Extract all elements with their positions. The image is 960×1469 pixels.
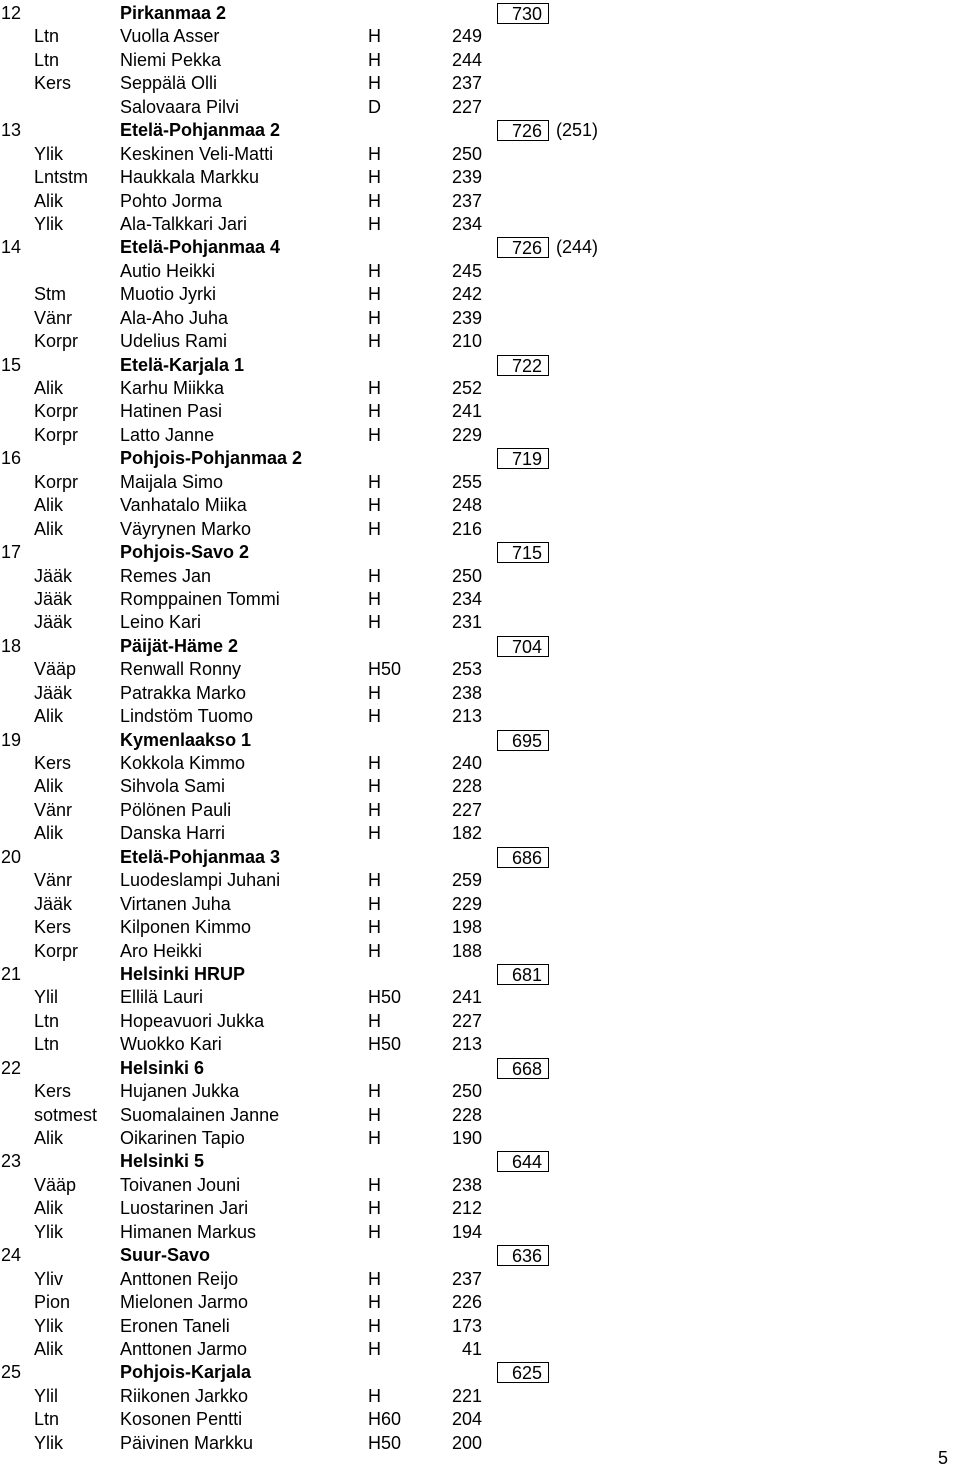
shooter-score: 259 xyxy=(451,870,482,891)
shooter-class: H xyxy=(368,776,381,797)
military-rank: Jääk xyxy=(34,565,73,586)
military-rank: Jääk xyxy=(34,893,73,914)
team-total: 668 xyxy=(497,1058,549,1079)
shooter-class: H xyxy=(368,1010,381,1031)
member-row xyxy=(0,1291,960,1314)
shooter-score: 250 xyxy=(451,143,482,164)
shooter-name: Autio Heikki xyxy=(120,260,216,281)
shooter-score: 241 xyxy=(451,987,482,1008)
military-rank: Kers xyxy=(34,917,72,938)
shooter-score: 227 xyxy=(451,799,482,820)
military-rank: Jääk xyxy=(34,612,73,633)
shooter-score: 213 xyxy=(451,706,482,727)
member-row xyxy=(0,1080,960,1103)
military-rank: Vänr xyxy=(34,870,73,891)
page-number: 5 xyxy=(938,1448,949,1468)
team-name: Helsinki 5 xyxy=(120,1151,205,1172)
military-rank: Korpr xyxy=(34,424,79,445)
team-name: Helsinki 6 xyxy=(120,1057,205,1078)
shooter-name: Suomalainen Janne xyxy=(120,1104,280,1125)
military-rank: Vänr xyxy=(34,307,73,328)
member-row xyxy=(0,1033,960,1056)
shooter-name: Latto Janne xyxy=(120,424,215,445)
shooter-name: Niemi Pekka xyxy=(120,49,222,70)
shooter-name: Toivanen Jouni xyxy=(120,1174,241,1195)
member-row xyxy=(0,940,960,963)
shooter-score: 238 xyxy=(451,682,482,703)
military-rank: Kers xyxy=(34,753,72,773)
team-total: 730 xyxy=(497,3,549,24)
team-row xyxy=(0,635,960,658)
shooter-name: Vanhatalo Miika xyxy=(120,495,247,516)
shooter-class: H xyxy=(368,401,381,422)
shooter-score: 229 xyxy=(451,893,482,914)
member-row xyxy=(0,682,960,705)
shooter-class: H xyxy=(368,753,381,773)
member-row xyxy=(0,611,960,634)
military-rank: Korpr xyxy=(34,331,79,352)
shooter-class: H xyxy=(368,1315,381,1336)
shooter-class: H xyxy=(368,331,381,352)
shooter-name: Maijala Simo xyxy=(120,471,224,492)
shooter-class: H xyxy=(368,143,381,164)
shooter-class: H xyxy=(368,1198,381,1219)
shooter-score: 252 xyxy=(451,378,482,398)
shooter-class: H xyxy=(368,1128,381,1148)
member-row xyxy=(0,588,960,611)
member-row xyxy=(0,1104,960,1127)
team-total: 722 xyxy=(497,355,549,376)
team-row xyxy=(0,1150,960,1173)
shooter-score: 245 xyxy=(451,260,482,281)
shooter-name: Mielonen Jarmo xyxy=(120,1292,249,1313)
team-name: Helsinki HRUP xyxy=(120,963,246,984)
shooter-name: Muotio Jyrki xyxy=(120,284,217,305)
shooter-score: 239 xyxy=(451,167,482,188)
tiebreak-score: (244) xyxy=(556,237,599,258)
shooter-class: H xyxy=(368,424,381,445)
shooter-name: Oikarinen Tapio xyxy=(120,1128,245,1148)
shooter-class: H50 xyxy=(368,987,402,1008)
shooter-score: 249 xyxy=(451,26,482,47)
shooter-score: 234 xyxy=(451,588,482,609)
shooter-name: Salovaara Pilvi xyxy=(120,96,240,117)
shooter-score: 190 xyxy=(451,1128,482,1148)
shooter-name: Anttonen Reijo xyxy=(120,1268,239,1289)
shooter-score: 234 xyxy=(451,213,482,234)
shooter-class: H xyxy=(368,1174,381,1195)
team-total: 636 xyxy=(497,1245,549,1266)
shooter-class: H xyxy=(368,1221,381,1242)
team-row xyxy=(0,541,960,564)
shooter-score: 210 xyxy=(451,331,482,352)
shooter-score: 226 xyxy=(451,1292,482,1313)
military-rank: Lntstm xyxy=(34,167,89,188)
member-row xyxy=(0,330,960,353)
shooter-class: H xyxy=(368,260,381,281)
team-position: 19 xyxy=(1,729,22,750)
shooter-class: H xyxy=(368,49,381,70)
team-position: 18 xyxy=(1,635,22,656)
shooter-class: H50 xyxy=(368,1432,402,1453)
team-position: 24 xyxy=(1,1245,22,1266)
shooter-class: H xyxy=(368,26,381,47)
military-rank: Alik xyxy=(34,823,64,844)
military-rank: Ylik xyxy=(34,1432,64,1453)
team-position: 22 xyxy=(1,1057,22,1078)
member-row xyxy=(0,1010,960,1033)
shooter-name: Pölönen Pauli xyxy=(120,799,232,820)
shooter-name: Seppälä Olli xyxy=(120,73,218,94)
military-rank: Kers xyxy=(34,1081,72,1102)
military-rank: Ltn xyxy=(34,49,60,70)
team-row xyxy=(0,1057,960,1080)
military-rank: Ylik xyxy=(34,213,64,234)
shooter-score: 250 xyxy=(451,565,482,586)
member-row xyxy=(0,775,960,798)
shooter-class: H xyxy=(368,565,381,586)
shooter-name: Lindstöm Tuomo xyxy=(120,706,254,727)
shooter-class: H xyxy=(368,213,381,234)
military-rank: Ylik xyxy=(34,143,64,164)
shooter-score: 255 xyxy=(451,471,482,492)
military-rank: Korpr xyxy=(34,940,79,961)
shooter-score: 228 xyxy=(451,1104,482,1125)
member-row xyxy=(0,49,960,72)
military-rank: Stm xyxy=(34,284,67,305)
military-rank: Vänr xyxy=(34,799,73,820)
member-row xyxy=(0,307,960,330)
military-rank: Kers xyxy=(34,73,72,94)
shooter-score: 194 xyxy=(451,1221,482,1242)
shooter-name: Pohto Jorma xyxy=(120,190,223,211)
member-row xyxy=(0,494,960,517)
shooter-name: Aro Heikki xyxy=(120,940,203,961)
team-row xyxy=(0,846,960,869)
military-rank: Ltn xyxy=(34,1010,60,1031)
member-row xyxy=(0,869,960,892)
team-row xyxy=(0,236,960,259)
member-row xyxy=(0,424,960,447)
member-row xyxy=(0,705,960,728)
team-total: 719 xyxy=(497,448,549,469)
shooter-name: Ala-Aho Juha xyxy=(120,307,229,328)
shooter-score: 237 xyxy=(451,190,482,211)
shooter-class: H xyxy=(368,917,381,938)
military-rank: Alik xyxy=(34,190,64,211)
military-rank: Alik xyxy=(34,518,64,539)
member-row xyxy=(0,213,960,236)
shooter-class: H xyxy=(368,588,381,609)
shooter-name: Luostarinen Jari xyxy=(120,1198,249,1219)
shooter-name: Wuokko Kari xyxy=(120,1034,222,1055)
team-row xyxy=(0,963,960,986)
member-row xyxy=(0,25,960,48)
shooter-score: 216 xyxy=(451,518,482,539)
team-total: 704 xyxy=(497,636,549,657)
team-position: 15 xyxy=(1,354,22,375)
team-position: 23 xyxy=(1,1151,22,1172)
shooter-class: H xyxy=(368,682,381,703)
shooter-name: Romppainen Tommi xyxy=(120,588,280,609)
team-total: 644 xyxy=(497,1151,549,1172)
shooter-class: H xyxy=(368,167,381,188)
member-row xyxy=(0,96,960,119)
team-row xyxy=(0,2,960,25)
team-total: 726 xyxy=(497,237,549,258)
team-position: 25 xyxy=(1,1362,22,1383)
team-position: 13 xyxy=(1,120,22,141)
shooter-name: Remes Jan xyxy=(120,565,212,586)
shooter-score: 237 xyxy=(451,1268,482,1289)
member-row xyxy=(0,916,960,939)
team-position: 21 xyxy=(1,963,22,984)
shooter-name: Keskinen Veli-Matti xyxy=(120,143,274,164)
military-rank: Korpr xyxy=(34,471,79,492)
shooter-name: Anttonen Jarmo xyxy=(120,1338,248,1359)
team-name: Pirkanmaa 2 xyxy=(120,3,227,23)
member-row xyxy=(0,986,960,1009)
team-position: 14 xyxy=(1,237,22,258)
team-name: Etelä-Karjala 1 xyxy=(120,354,245,375)
shooter-name: Sihvola Sami xyxy=(120,776,226,797)
shooter-score: 238 xyxy=(451,1174,482,1195)
military-rank: Alik xyxy=(34,706,64,727)
military-rank: Alik xyxy=(34,1338,64,1359)
team-position: 17 xyxy=(1,542,22,563)
military-rank: Alik xyxy=(34,495,64,516)
shooter-name: Hopeavuori Jukka xyxy=(120,1010,265,1031)
team-name: Etelä-Pohjanmaa 3 xyxy=(120,846,281,867)
shooter-name: Leino Kari xyxy=(120,612,202,633)
member-row xyxy=(0,893,960,916)
member-row xyxy=(0,377,960,400)
shooter-name: Patrakka Marko xyxy=(120,682,247,703)
shooter-class: H xyxy=(368,706,381,727)
shooter-name: Riikonen Jarkko xyxy=(120,1385,249,1406)
military-rank: Ylil xyxy=(34,987,59,1008)
shooter-name: Karhu Miikka xyxy=(120,378,225,398)
shooter-class: H xyxy=(368,190,381,211)
military-rank: Alik xyxy=(34,1128,64,1148)
shooter-name: Eronen Taneli xyxy=(120,1315,230,1336)
member-row xyxy=(0,1315,960,1338)
military-rank: Jääk xyxy=(34,682,73,703)
team-name: Päijät-Häme 2 xyxy=(120,635,239,656)
shooter-score: 228 xyxy=(451,776,482,797)
member-row xyxy=(0,283,960,306)
shooter-score: 248 xyxy=(451,495,482,516)
team-position: 16 xyxy=(1,448,22,469)
team-name: Kymenlaakso 1 xyxy=(120,729,252,750)
shooter-class: H xyxy=(368,823,381,844)
shooter-class: H xyxy=(368,495,381,516)
team-name: Etelä-Pohjanmaa 4 xyxy=(120,237,281,258)
shooter-class: H50 xyxy=(368,1034,402,1055)
team-name: Suur-Savo xyxy=(120,1245,211,1266)
shooter-score: 242 xyxy=(451,284,482,305)
shooter-score: 204 xyxy=(451,1409,482,1430)
team-total: 681 xyxy=(497,964,549,985)
shooter-score: 173 xyxy=(451,1315,482,1336)
team-total: 715 xyxy=(497,542,549,563)
shooter-score: 221 xyxy=(451,1385,482,1406)
shooter-class: H xyxy=(368,612,381,633)
shooter-class: H50 xyxy=(368,659,402,680)
shooter-class: H xyxy=(368,1292,381,1313)
member-row xyxy=(0,1127,960,1150)
shooter-name: Vuolla Asser xyxy=(120,26,220,47)
team-row xyxy=(0,354,960,377)
team-total: 726 xyxy=(497,120,549,141)
shooter-name: Udelius Rami xyxy=(120,331,228,352)
member-row xyxy=(0,400,960,423)
member-row xyxy=(0,1174,960,1197)
team-name: Pohjois-Savo 2 xyxy=(120,542,250,563)
shooter-class: H xyxy=(368,1338,381,1359)
shooter-class: H xyxy=(368,1385,381,1406)
shooter-name: Kokkola Kimmo xyxy=(120,753,246,773)
shooter-name: Hatinen Pasi xyxy=(120,401,223,422)
member-row xyxy=(0,1197,960,1220)
military-rank: Ylik xyxy=(34,1315,64,1336)
team-total: 695 xyxy=(497,730,549,751)
military-rank: Ltn xyxy=(34,26,60,47)
tiebreak-score: (251) xyxy=(556,120,599,141)
shooter-class: H xyxy=(368,471,381,492)
member-row xyxy=(0,1408,960,1431)
member-row xyxy=(0,72,960,95)
shooter-name: Haukkala Markku xyxy=(120,167,260,188)
military-rank: Ltn xyxy=(34,1409,60,1430)
member-row xyxy=(0,260,960,283)
member-row xyxy=(0,1268,960,1291)
shooter-class: H xyxy=(368,378,381,398)
member-row xyxy=(0,799,960,822)
military-rank: Jääk xyxy=(34,588,73,609)
shooter-score: 241 xyxy=(451,401,482,422)
shooter-class: H xyxy=(368,1081,381,1102)
shooter-name: Ellilä Lauri xyxy=(120,987,204,1008)
shooter-name: Väyrynen Marko xyxy=(120,518,252,539)
team-row xyxy=(0,447,960,470)
team-row xyxy=(0,1361,960,1384)
team-row xyxy=(0,729,960,752)
member-row xyxy=(0,471,960,494)
shooter-score: 227 xyxy=(451,1010,482,1031)
military-rank: Ylik xyxy=(34,1221,64,1242)
military-rank: Yliv xyxy=(34,1268,64,1289)
military-rank: Ltn xyxy=(34,1034,60,1055)
shooter-name: Kilponen Kimmo xyxy=(120,917,252,938)
shooter-score: 41 xyxy=(461,1338,482,1359)
shooter-score: 182 xyxy=(451,823,482,844)
team-name: Pohjois-Karjala xyxy=(120,1362,252,1383)
shooter-score: 227 xyxy=(451,96,482,117)
shooter-name: Virtanen Juha xyxy=(120,893,231,914)
shooter-class: H xyxy=(368,1268,381,1289)
member-row xyxy=(0,565,960,588)
shooter-score: 188 xyxy=(451,940,482,961)
shooter-score: 244 xyxy=(451,49,482,70)
team-name: Pohjois-Pohjanmaa 2 xyxy=(120,448,303,469)
team-position: 20 xyxy=(1,846,22,867)
member-row xyxy=(0,518,960,541)
member-row xyxy=(0,1221,960,1244)
shooter-score: 213 xyxy=(451,1034,482,1055)
shooter-class: H xyxy=(368,799,381,820)
shooter-score: 253 xyxy=(451,659,482,680)
shooter-name: Danska Harri xyxy=(120,823,226,844)
shooter-name: Himanen Markus xyxy=(120,1221,257,1242)
member-row xyxy=(0,658,960,681)
member-row xyxy=(0,1385,960,1408)
team-total: 625 xyxy=(497,1362,549,1383)
military-rank: Alik xyxy=(34,378,64,398)
shooter-name: Renwall Ronny xyxy=(120,659,242,680)
member-row xyxy=(0,166,960,189)
shooter-class: H xyxy=(368,940,381,961)
shooter-score: 229 xyxy=(451,424,482,445)
shooter-score: 212 xyxy=(451,1198,482,1219)
member-row xyxy=(0,190,960,213)
shooter-class: H xyxy=(368,73,381,94)
shooter-score: 198 xyxy=(451,917,482,938)
team-position: 12 xyxy=(1,3,22,23)
shooter-score: 239 xyxy=(451,307,482,328)
shooter-class: H xyxy=(368,870,381,891)
shooter-score: 200 xyxy=(451,1432,482,1453)
team-total: 686 xyxy=(497,847,549,868)
military-rank: Alik xyxy=(34,1198,64,1219)
shooter-class: H xyxy=(368,518,381,539)
results-list xyxy=(0,2,960,1455)
team-row xyxy=(0,119,960,142)
military-rank: Vääp xyxy=(34,1174,77,1195)
shooter-score: 240 xyxy=(451,753,482,773)
shooter-class: H xyxy=(368,893,381,914)
military-rank: Korpr xyxy=(34,401,79,422)
shooter-name: Luodeslampi Juhani xyxy=(120,870,281,891)
shooter-score: 231 xyxy=(451,612,482,633)
shooter-class: H xyxy=(368,307,381,328)
shooter-class: D xyxy=(368,96,381,117)
team-row xyxy=(0,1244,960,1267)
shooter-name: Päivinen Markku xyxy=(120,1432,254,1453)
shooter-score: 237 xyxy=(451,73,482,94)
shooter-score: 250 xyxy=(451,1081,482,1102)
military-rank: Pion xyxy=(34,1292,71,1313)
shooter-class: H xyxy=(368,1104,381,1125)
shooter-class: H xyxy=(368,284,381,305)
shooter-name: Hujanen Jukka xyxy=(120,1081,240,1102)
military-rank: Ylil xyxy=(34,1385,59,1406)
member-row xyxy=(0,752,960,775)
member-row xyxy=(0,143,960,166)
team-name: Etelä-Pohjanmaa 2 xyxy=(120,120,281,141)
military-rank: sotmest xyxy=(34,1104,98,1125)
member-row xyxy=(0,822,960,845)
military-rank: Vääp xyxy=(34,659,77,680)
member-row xyxy=(0,1432,960,1455)
shooter-name: Kosonen Pentti xyxy=(120,1409,243,1430)
shooter-class: H60 xyxy=(368,1409,402,1430)
shooter-name: Ala-Talkkari Jari xyxy=(120,213,248,234)
military-rank: Alik xyxy=(34,776,64,797)
member-row xyxy=(0,1338,960,1361)
